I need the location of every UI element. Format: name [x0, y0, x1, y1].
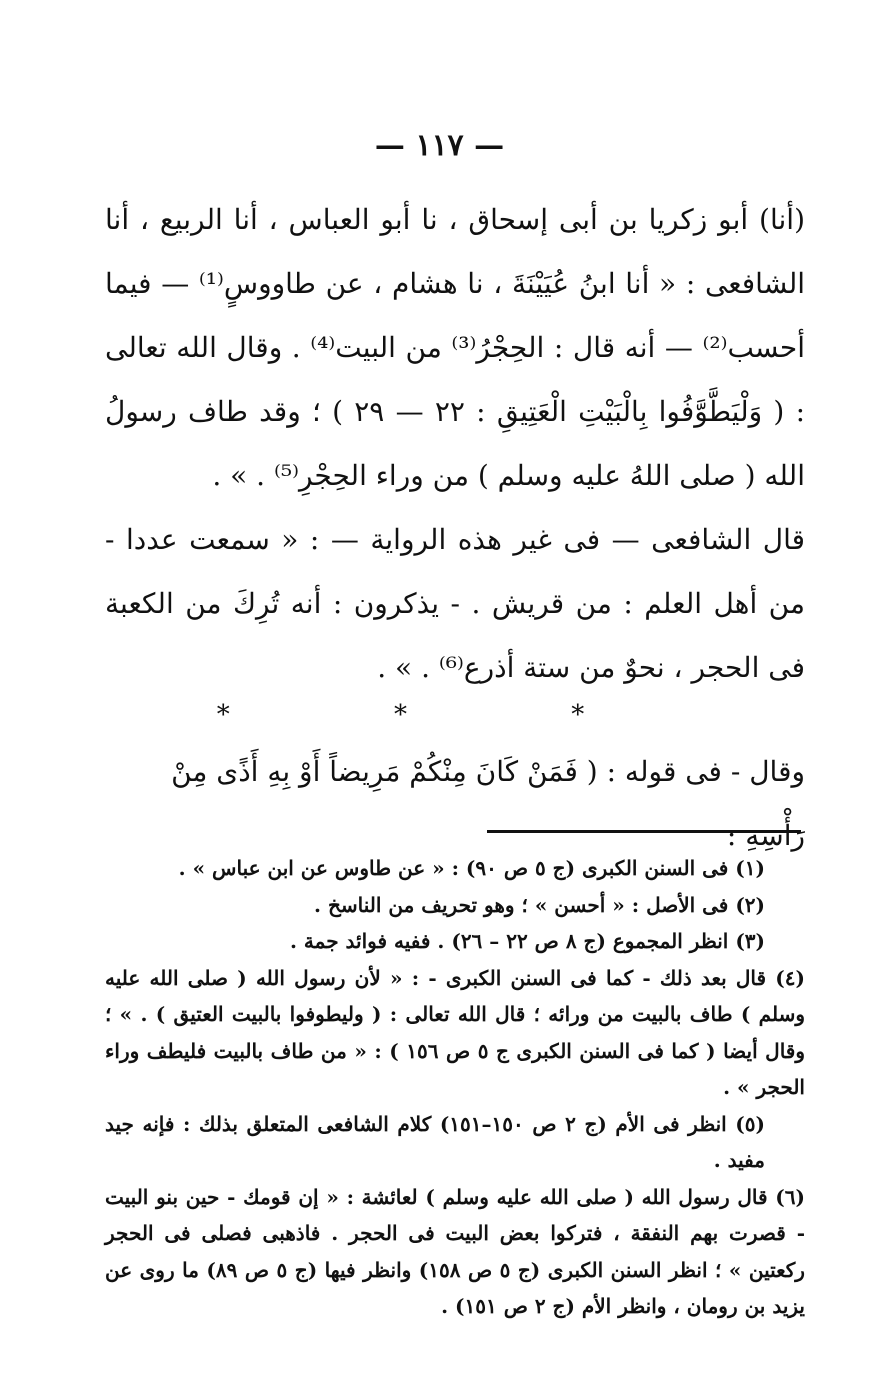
footnote-6: (٦) قال رسول الله ( صلى الله عليه وسلم ) لعائشة : « إن قومك - حين بنو البيت - قصرت بهم النفقة ، فتركوا بعض البيت فى الحجر . فاذهبى فصلى فى الحجر ركعتين » ؛ انظر السنن الكبرى (ج ٥ ص ١٥٨) وانظر فيها (ج ٥ ص ٨٩) ما روى عن يزيد بن رومان ، وانظر الأم (ج ٢ ص ١٥١) .: [105, 1184, 805, 1318]
page-number: — ١١٧ —: [374, 128, 505, 163]
paragraph-shafii-narration: قال الشافعى — فى غير هذه الرواية — : « سمعت عددا - من أهل العلم : من قريش . - يذكرون : أنه تُرِكَ من الكعبة فى الحجر ، نحوٌ من ستة أذرع⁽⁶⁾ . » .: [105, 523, 805, 684]
footnote-3: (٣) انظر المجموع (ج ٨ ص ٢٢ – ٢٦) . ففيه فوائد جمة .: [290, 929, 765, 953]
footnote-2: (٢) فى الأصل : « أحسن » ؛ وهو تحريف من الناسخ .: [314, 892, 765, 917]
footnote-1: (١) فى السنن الكبرى (ج ٥ ص ٩٠) : « عن طاوس عن ابن عباس » .: [178, 856, 765, 880]
footnote-separator-line: [487, 830, 801, 833]
paragraph-hadith-tawaf: (أنا) أبو زكريا بن أبى إسحاق ، نا أبو العباس ، أنا الربيع ، أنا الشافعى : « أنا ابنُ عُيَيْنَةَ ، نا هشام ، عن طاووسٍ⁽¹⁾ — فيما أحسب⁽²⁾ — أنه قال : الحِجْرُ⁽³⁾ من البيت⁽⁴⁾ . وقال الله تعالى : ( وَلْيَطَّوَّفُوا بِالْبَيْتِ الْعَتِيقِ : ٢٢ — ٢٩ ) ؛ وقد طاف رسولُ الله ( صلى اللهُ عليه وسلم ) من وراء الحِجْرِ⁽⁵⁾ . » .: [105, 203, 806, 492]
footnotes-section: [105, 850, 805, 1325]
footnote-5: (٥) انظر فى الأم (ج ٢ ص ١٥٠–١٥١) كلام الشافعى المتعلق بذلك : فإنه جيد مفيد .: [105, 1111, 765, 1172]
paragraph-verse-quote: وقال - فى قوله : ( فَمَنْ كَانَ مِنْكُمْ مَرِيضاً أَوْ بِهِ أَذًى مِنْ رَأْسِهِ :: [171, 755, 805, 852]
section-divider-stars: * * *: [216, 700, 663, 730]
footnote-4: (٤) قال بعد ذلك - كما فى السنن الكبرى - : « لأن رسول الله ( صلى الله عليه وسلم ) طاف بالبيت من ورائه ؛ قال الله تعالى : ( وليطوفوا بالبيت العتيق ) . » ؛ وقال أيضا ( كما فى السنن الكبرى ج ٥ ص ١٥٦ ) : « من طاف بالبيت فليطف وراء الحجر » .: [105, 965, 806, 1099]
